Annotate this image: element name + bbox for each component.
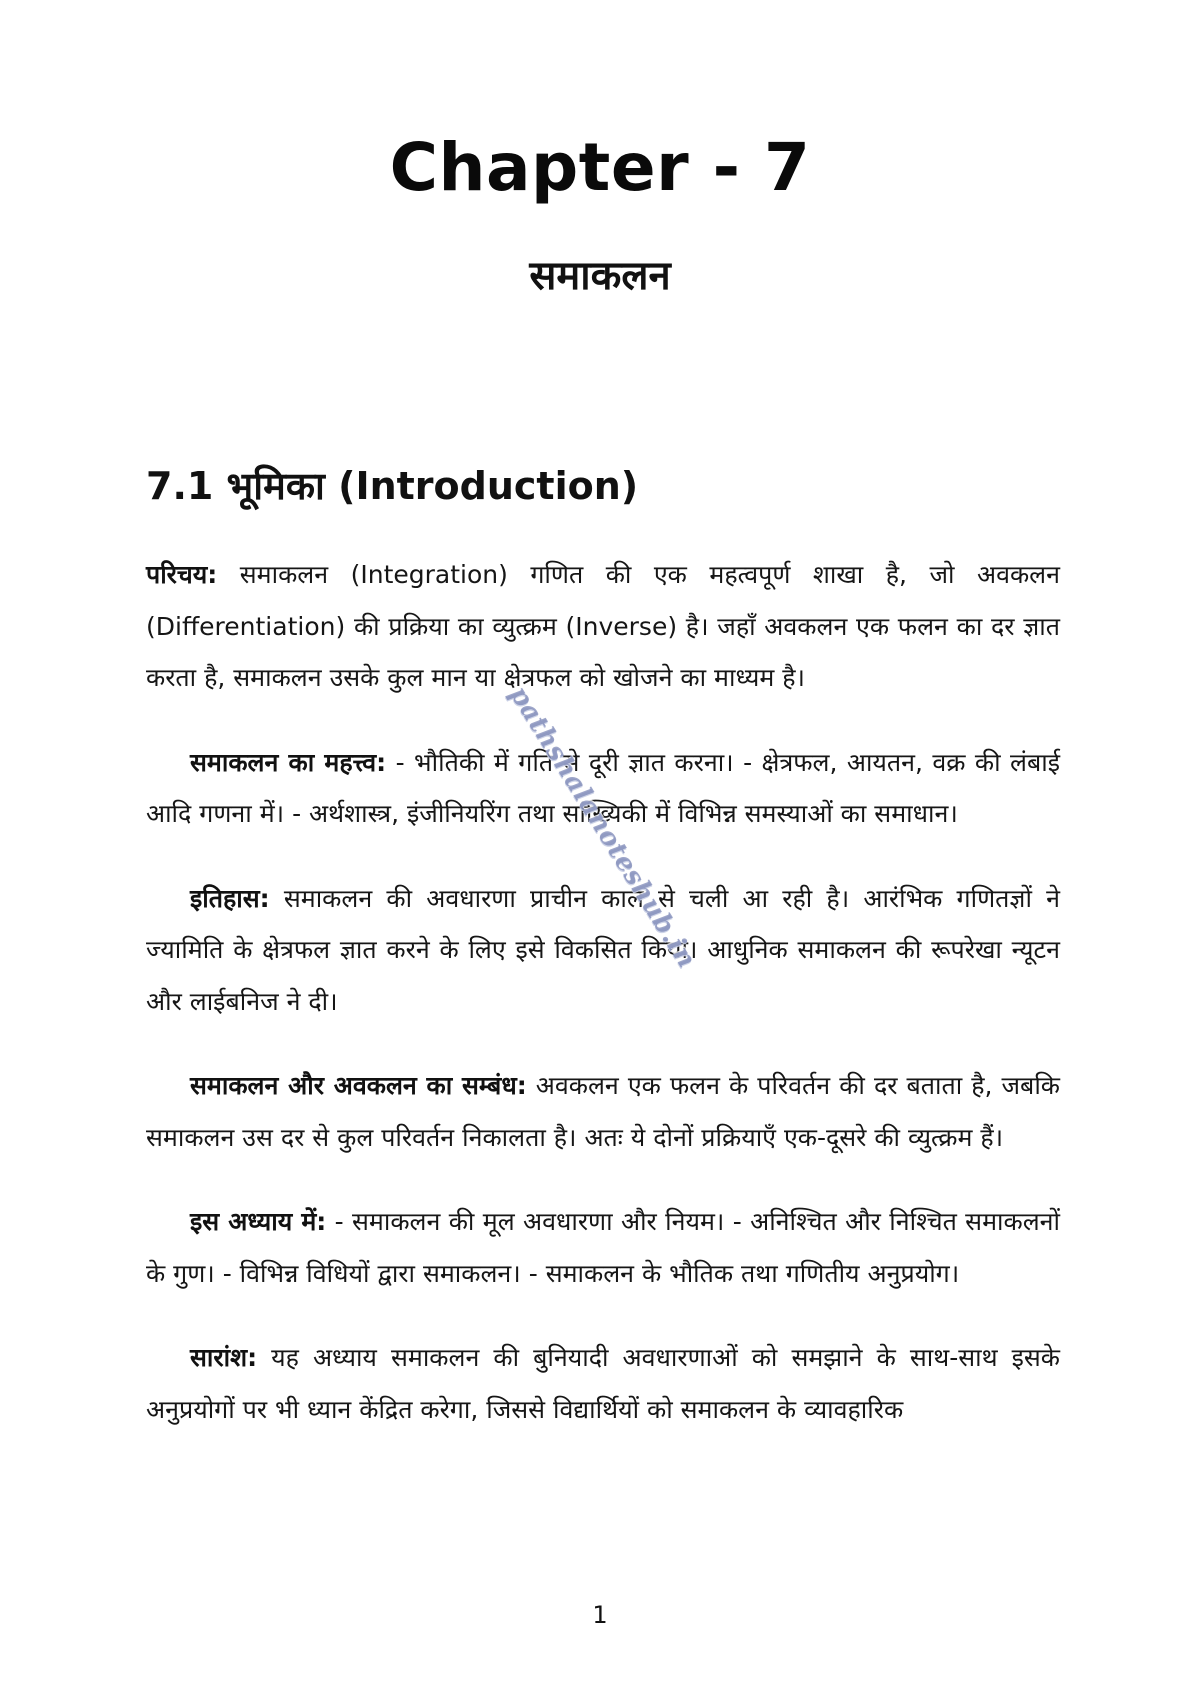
paragraph-label: परिचय: <box>146 560 218 589</box>
paragraph-text: समाकलन (Integration) गणित की एक महत्वपूर्ण शाखा है, जो अवकलन (Differentiation) की प्रक्रिया का व्युत्क्रम (Inverse) है। जहाँ अवकलन एक फलन का दर ज्ञात करता है, समाकलन उसके कुल मान या क्षेत्रफल को खोजने का माध्यम है। <box>146 560 1060 692</box>
paragraph-text: - समाकलन की मूल अवधारणा और नियम। - अनिश्चित और निश्चित समाकलनों के गुण। - विभिन्न विधियों द्वारा समाकलन। - समाकलन के भौतिक तथा गणितीय अनुप्रयोग। <box>146 1207 1060 1288</box>
paragraph-text: - भौतिकी में गति से दूरी ज्ञात करना। - क्षेत्रफल, आयतन, वक्र की लंबाई आदि गणना में। - अर्थशास्त्र, इंजीनियरिंग तथा सांख्यिकी में विभिन्न समस्याओं का समाधान। <box>146 747 1060 828</box>
body-content <box>146 549 1060 1468</box>
paragraph-text: अवकलन एक फलन के परिवर्तन की दर बताता है, जबकि समाकलन उस दर से कुल परिवर्तन निकालता है। अतः ये दोनों प्रक्रियाएँ एक-दूसरे की व्युत्क्रम हैं। <box>146 1071 1061 1152</box>
paragraph-chapter-contents <box>146 1196 1060 1299</box>
chapter-subtitle: समाकलन <box>529 253 671 299</box>
page-number: 1 <box>592 1601 608 1629</box>
paragraph-label: इस अध्याय में: <box>190 1207 327 1236</box>
paragraph-text: यह अध्याय समाकलन की बुनियादी अवधारणाओं को समझाने के साथ-साथ इसके अनुप्रयोगों पर भी ध्यान केंद्रित करेगा, जिससे विद्यार्थियों को समाकलन के व्यावहारिक <box>146 1343 1060 1424</box>
paragraph-relation <box>146 1060 1060 1163</box>
watermark: pathshalanoteshub.in <box>503 680 702 974</box>
paragraph-summary <box>146 1332 1060 1435</box>
chapter-title: Chapter - 7 <box>389 129 811 206</box>
paragraph-label: इतिहास: <box>190 883 270 913</box>
paragraph-text: समाकलन की अवधारणा प्राचीन काल से चली आ रही है। आरंभिक गणितज्ञों ने ज्यामिति के क्षेत्रफल ज्ञात करने के लिए इसे विकसित किया। आधुनिक समाकलन की रूपरेखा न्यूटन और लाईबनिज ने दी। <box>146 883 1060 1016</box>
paragraph-importance <box>146 737 1060 840</box>
paragraph-introduction <box>146 549 1060 704</box>
section-heading: 7.1 भूमिका (Introduction) <box>146 464 639 508</box>
paragraph-label: समाकलन का महत्त्व: <box>190 747 387 777</box>
paragraph-history <box>146 873 1060 1028</box>
paragraph-label: समाकलन और अवकलन का सम्बंध: <box>190 1071 527 1100</box>
paragraph-label: सारांश: <box>190 1343 258 1372</box>
